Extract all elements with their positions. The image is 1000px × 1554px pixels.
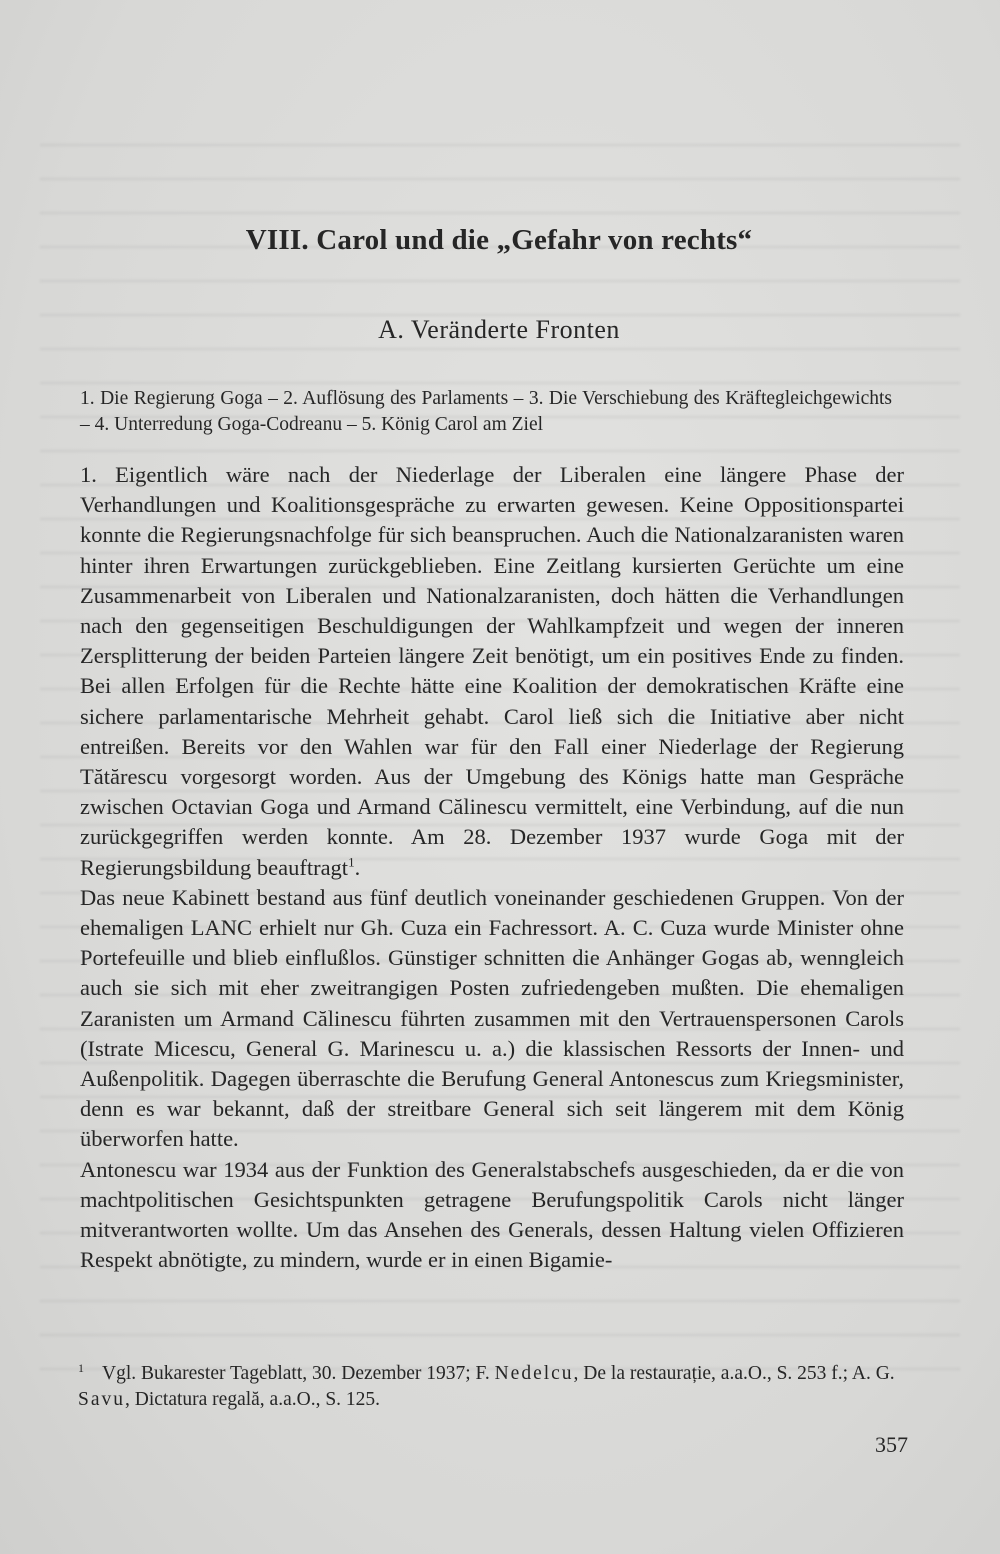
section-title: A. Veränderte Fronten (378, 315, 620, 344)
footnote-reference[interactable]: 1 (348, 854, 355, 870)
chapter-title: VIII. Carol und die „Gefahr von rechts“ (245, 224, 753, 256)
footnote-author-2: Savu (78, 1389, 125, 1410)
footnote-text-part-3: , Dictatura regală, a.a.O., S. 125. (125, 1389, 381, 1410)
footnote-text-part-2: , De la restaurație, a.a.O., S. 253 f.; A. G. (573, 1363, 895, 1384)
footnote-text-part-1: Vgl. Bukarester Tageblatt, 30. Dezember 1937; F. (102, 1363, 495, 1384)
section-contents-summary: 1. Die Regierung Goga – 2. Auflösung des Parlaments – 3. Die Verschiebung des Kräftegleichgewichts – 4. Unterredung Goga-Codreanu – 5. König Carol am Ziel (80, 388, 892, 435)
page-number: 357 (875, 1432, 908, 1457)
body-text (80, 460, 904, 1275)
paragraph-1: 1. Eigentlich wäre nach der Niederlage der Liberalen eine längere Phase der Verhandlungen und Koalitionsgespräche zu erwarten gewesen. Keine Oppositionspartei konnte die Regierungsnachfolge für sich beanspruchen. Auch die Nationalzaranisten waren hinter ihren Erwartungen zurückgeblieben. Eine Zeitlang kursierten Gerüchte um eine Zusammenarbeit von Liberalen und Nationalzaranisten, doch hätten die Verhandlungen nach den gegenseitigen Beschuldigungen der Wahlkampfzeit und wegen der inneren Zersplitterung der beiden Parteien längere Zeit benötigt, um ein positives Ende zu finden. Bei allen Erfolgen für die Rechte hätte eine Koalition der demokratischen Kräfte eine sichere parlamentarische Mehrheit gehabt. Carol ließ sich die Initiative aber nicht entreißen. Bereits vor den Wahlen war für den Fall einer Niederlage der Regierung Tătărescu vorgesorgt worden. Aus der Umgebung des Königs hatte man Gespräche zwischen Octavian Goga und Armand Călinescu vermittelt, eine Verbindung, auf die nun zurückgegriffen werden konnte. Am 28. Dezember 1937 wurde Goga mit der Regierungsbildung beauftragt$^1$. (80, 462, 904, 880)
paragraph-2: Das neue Kabinett bestand aus fünf deutlich voneinander geschiedenen Gruppen. Von der ehemaligen LANC erhielt nur Gh. Cuza ein Fachressort. A. C. Cuza wurde Minister ohne Portefeuille und blieb einflußlos. Günstiger schnitten die Anhänger Gogas ab, wenngleich auch sie sich mit eher zweitrangigen Posten zufriedengeben mußten. Die ehemaligen Zaranisten um Armand Călinescu führten zusammen mit den Vertrauenspersonen Carols (Istrate Micescu, General G. Marinescu u. a.) die klassischen Ressorts der Innen- und Außenpolitik. Dagegen überraschte die Berufung General Antonescus zum Kriegsminister, denn es war bekannt, daß der streitbare General sich seit längerem mit dem König überworfen hatte. (80, 884, 904, 1152)
footnote-author-1: Nedelcu (494, 1363, 574, 1384)
footnote (78, 1361, 908, 1413)
footnote-number: 1 (78, 1360, 84, 1375)
paragraph-1-text: 1. Eigentlich wäre nach der Niederlage der Liberalen eine längere Phase der Verhandlungen und Koalitionsgespräche zu erwarten gewesen. Keine Oppositionspartei konnte die Regierungsnachfolge für sich beanspruchen. Auch die Nationalzaranisten waren hinter ihren Erwartungen zurückgeblieben. Eine Zeitlang kursierten Gerüchte um eine Zusammenarbeit von Liberalen und Nationalzaranisten, doch hätten die Verhandlungen nach den gegenseitigen Beschuldigungen der Wahlkampfzeit und wegen der inneren Zersplitterung der beiden Parteien längere Zeit benötigt, um ein positives Ende zu finden. Bei allen Erfolgen für die Rechte hätte eine Koalition der demokratischen Kräfte eine sichere parlamentarische Mehrheit gehabt. Carol ließ sich die Initiative aber nicht entreißen. Bereits vor den Wahlen war für den Fall einer Niederlage der Regierung Tătărescu vorgesorgt worden. Aus der Umgebung des Königs hatte man Gespräche zwischen Octavian Goga und Armand Călinescu vermittelt, eine Verbindung, auf die nun zurückgegriffen werden konnte. Am 28. Dezember 1937 wurde Goga mit der Regierungsbildung beauftragt (80, 462, 904, 880)
paragraph-3: Antonescu war 1934 aus der Funktion des Generalstabschefs ausgeschieden, da er die von machtpolitischen Gesichtspunkten getragene Berufungspolitik Carols nicht länger mitverantworten wollte. Um das Ansehen des Generals, dessen Haltung vielen Offizieren Respekt abnötigte, zu mindern, wurde er in einen Bigamie- (80, 1156, 904, 1273)
